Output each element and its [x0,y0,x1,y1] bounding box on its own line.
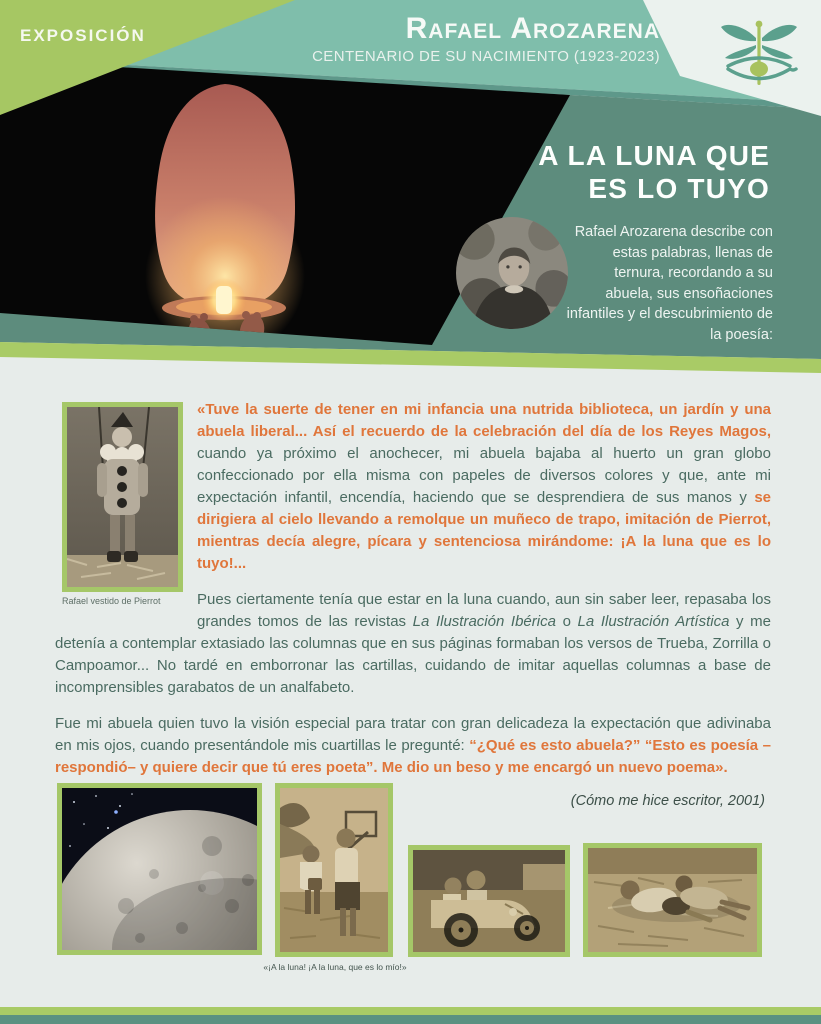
moon-illustration [62,788,257,950]
exposicion-badge: EXPOSICIÓN [20,26,146,45]
quote-segment: Pues ciertamente tenía que estar en la luna cuando, aun sin saber leer, repasaba los grandes tomos de las revistas [197,591,771,630]
quote-segment: La Ilustración Artística [577,613,730,630]
quote-segment: “¿Qué es esto abuela?” “Esto es poesía –respondió– y quiere decir que tú eres poeta”. Me dio un beso y me encargó un nuevo poema». [55,737,771,776]
header-text [312,12,660,65]
quote-segment: cuando ya próximo el anochecer, mi abuela bajaba al huerto un gran globo confeccionado por ella misma con papeles de diversos colores y que, ante mi expectación infantil, encendía, haciendo que se desprendiera de sus manos y [197,445,771,506]
quote-segment: se dirigiera al cielo llevando a remolque un muñeco de trapo, imitación de Pierrot, mientras decía alegre, pícara y sentenciosa mirándome: ¡A la luna que es lo tuyo!... [197,489,771,572]
hero-intro-text: Rafael Arozarena describe con estas palabras, llenas de ternura, recordando a su abuela, sus ensoñaciones infantiles y el descubrimiento de la poesía: [566,224,773,343]
children-lying-photo [583,843,762,957]
section-title [538,139,770,205]
quote-segment: Fue mi abuela quien tuvo la visión especial para tratar con gran delicadeza la expectación que adivinaba en mis ojos, cuando presentándole mis cuartillas le pregunté: [55,715,771,754]
quote-content [55,399,771,809]
grandmother-illustration [456,217,568,329]
children-with-toys-illustration [280,788,388,952]
moon-photos-caption: «¡A la luna! ¡A la luna, que es lo mío!» [263,962,407,972]
footer-teal-stripe [0,1015,821,1024]
pierrot-photo [62,402,183,592]
quote-segment: o [555,613,578,630]
children-with-toys-photo [275,783,393,957]
moon-photo [57,783,262,955]
section-title-line1: A LA LUNA QUE [538,140,770,171]
grandmother-portrait-photo [456,217,568,329]
pierrot-illustration [67,407,178,587]
pierrot-caption: Rafael vestido de Pierrot [62,596,161,606]
page-title: Rafael Arozarena [405,12,660,45]
footer-lime-stripe [0,1007,821,1015]
children-pedal-car-photo [408,845,570,957]
pedal-car-illustration [413,850,565,952]
quote-segment: y me detenía a contemplar extasiado las columnas que en sus páginas formaban los versos de Trueba, Zorrilla o Campoamor... No tardé en emborronar las cartillas, cuidando de imitar aquellas columnas a base de incomprensibles garabatos de un analfabeto. [55,613,771,696]
quote-segment: «Tuve la suerte de tener en mi infancia una nutrida biblioteca, un jardín y una abuela liberal... Así el recuerdo de la celebración del día de los Reyes Magos, [197,401,771,440]
children-lying-illustration [588,848,757,952]
quote-attribution: (Cómo me hice escritor, 2001) [570,793,765,809]
section-title-line2: ES LO TUYO [588,173,770,204]
sky-lantern-illustration [130,78,320,343]
dragonfly-eye-logo [716,16,802,90]
quote-segment: La Ilustración Ibérica [412,613,556,630]
pierrot-photo-figure [62,402,183,606]
quote-paragraph-3 [55,713,771,779]
page-subtitle: CENTENARIO DE SU NACIMIENTO (1923-2023) [312,48,660,65]
